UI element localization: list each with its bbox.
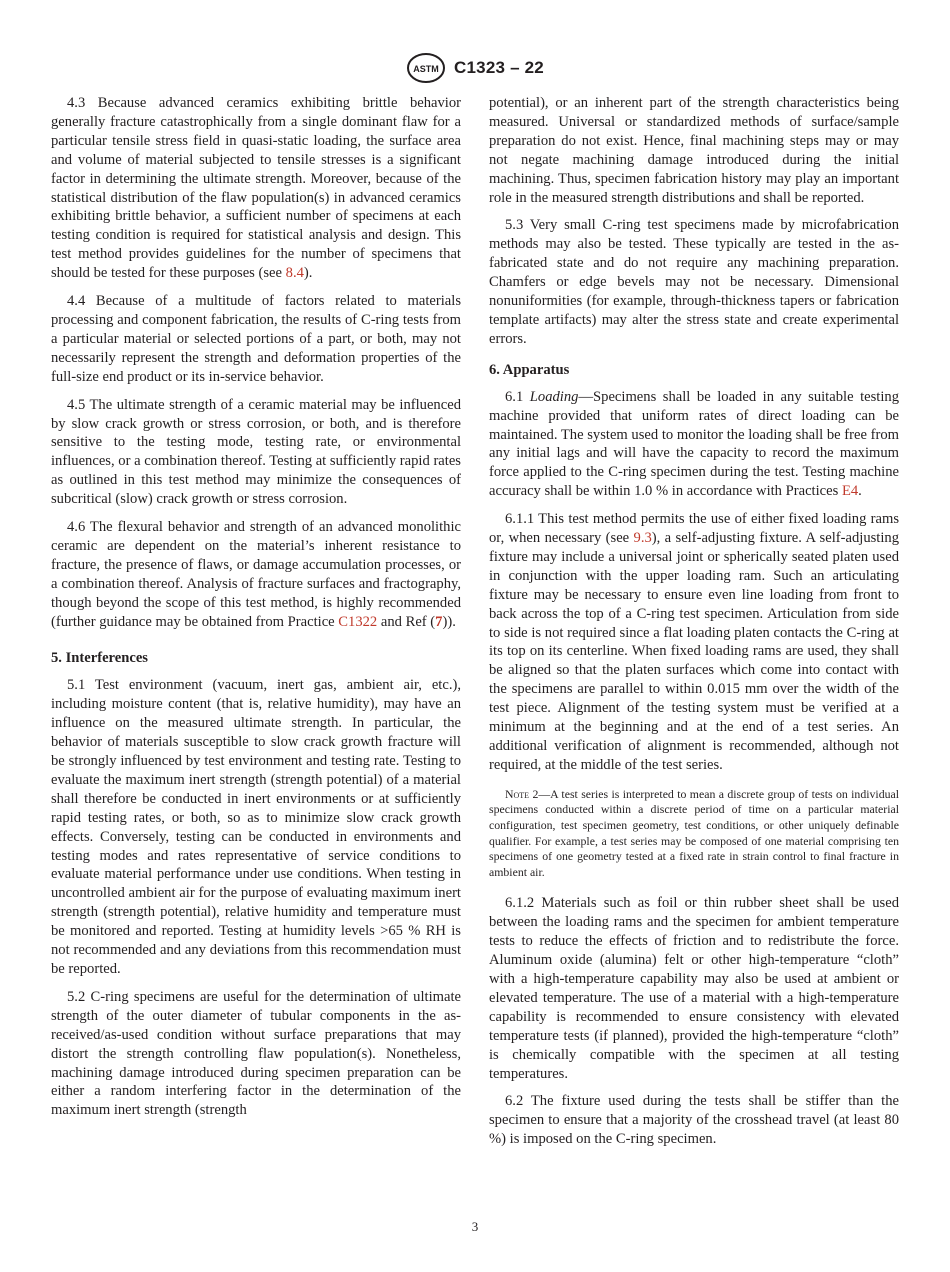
section-4-6: 4.6 The flexural behavior and strength of an advanced monolithic ceramic are dependent on the material’s inherent resistance to fracture, the presence of flaws, or damage accumulation processes, or a combination thereof. Analysis of fracture surfaces and fractography, though beyond the scope of this test method, is highly recommended (further guidance may be obtained from Practice C1322 and Ref (7)). <box>51 519 461 630</box>
page-number: 3 <box>471 1219 479 1234</box>
reference-7-link[interactable]: 7 <box>435 613 443 630</box>
section-4-5: 4.5 The ultimate strength of a ceramic material may be influenced by slow crack growth or stress corrosion, or both, and is therefore sensitive to the testing mode, testing rate, or environmental influences, or a combination thereof. Testing at sufficiently rapid rates as outlined in this test method may minimize the consequences of subcritical (slow) crack growth or stress corrosion. <box>51 396 461 508</box>
astm-logo-icon <box>406 52 446 84</box>
page-header <box>0 52 950 86</box>
document-id: C1323 – 22 <box>454 58 544 77</box>
section-6-1-2: 6.1.2 Materials such as foil or thin rubber sheet shall be used between the loading rams and the specimen for ambient temperature tests to reduce the effects of friction and to redistribute the force. Aluminum oxide (alumina) felt or other high-temperature “cloth” with a high-temperature capability may also be used at ambient or elevated temperature. The use of a material with a high-temperature capability is recommended to ensure consistency with elevated temperature tests (if planned), provided the high-temperature “cloth” is chemically compatible with the specimen at all testing temperatures. <box>489 895 899 1082</box>
heading-apparatus: 6. Apparatus <box>489 361 570 378</box>
right-column <box>489 94 899 1158</box>
link-e4[interactable]: E4 <box>841 483 859 500</box>
section-4-3: 4.3 Because advanced ceramics exhibiting brittle behavior generally fracture catastrophically from a single dominant flaw for a particular tensile stress field in quasi-static loading, the surface area and volume of material subjected to tensile stresses is a significant factor in determining the ultimate strength. Moreover, because of the statistical distribution of the flaw population(s) in advanced ceramics exhibiting brittle behavior, a sufficient number of specimens at each testing condition is required for statistical analysis and design. This test method provides guidelines for the number of specimens that should be tested for these purposes (see 8.4). <box>51 95 461 282</box>
section-6-1-1: 6.1.1 This test method permits the use of either fixed loading rams or, when necessary (see 9.3), a self-adjusting fixture. A self-adjusting fixture may include a universal joint or spherically seated platen used in conjunction with the upper loading ram. Such an articulating fixture may be necessary to ensure even line loading from front to back across the top of a C-ring test specimen. Articulation from side to side is not required since a flat loading platen contacts the C-ring at its top on its centerline. When fixed loading rams are used, they shall be aligned so that the platen surfaces which come into contact with the specimens are parallel to within 0.015 mm over the width of the test piece. Alignment of the testing system must be verified at a minimum at the beginning and at the end of a test series. An additional verification of alignment is recommended, although not required, at the middle of the test series. <box>489 511 899 773</box>
svg-text:ASTM: ASTM <box>413 64 439 74</box>
left-column <box>51 94 461 1129</box>
heading-interferences: 5. Interferences <box>51 650 148 667</box>
link-9-3[interactable]: 9.3 <box>633 530 652 547</box>
section-6-2: 6.2 The fixture used during the tests shall be stiffer than the specimen to ensure that a majority of the crosshead travel (at least 80 %) is imposed on the C-ring specimen. <box>489 1093 899 1148</box>
link-c1322[interactable]: C1322 <box>338 613 378 630</box>
section-5-2: 5.2 C-ring specimens are useful for the determination of ultimate strength of the outer diameter of tubular components in the as-received/as-used condition without surface preparations that may distort the strength controlling flaw population(s). Nonetheless, machining damage introduced during specimen preparation can be either a random interfering factor in the determination of the maximum inert strength (strength <box>51 988 461 1119</box>
section-5-3: 5.3 Very small C-ring test specimens made by microfabrication methods may also be tested. These typically are tested in the as-fabricated state and do not require any machining preparation. Chamfers or edge bevels may not be necessary. Dimensional nonuniformities (for example, through-thickness tapers or fabrication template artifacts) may alter the stress state and create experimental errors. <box>489 217 899 347</box>
note-2: Note 2—A test series is interpreted to mean a discrete group of tests on individual specimens conducted within a discrete period of time on a particular material configuration, test specimen geometry, test conditions, or other uniquely definable qualifier. For example, a test series may be composed of one material comprising ten specimens of one geometry tested at a fixed rate in strain control to final fracture in ambient air. <box>489 786 899 879</box>
link-8-4[interactable]: 8.4 <box>285 265 304 282</box>
section-5-1: 5.1 Test environment (vacuum, inert gas, ambient air, etc.), including moisture content (that is, relative humidity), may have an influence on the measured ultimate strength. In particular, the behavior of materials susceptible to slow crack growth fracture will be strongly influenced by test environment and testing rate. Testing to evaluate the maximum inert strength (strength potential) of a material shall therefore be conducted in inert environments or at sufficiently rapid testing rates, or both, so as to minimize slow crack growth effects. Conversely, testing can be conducted in environments and testing modes and rates representative of service conditions to evaluate material performance under use conditions. When testing in uncontrolled ambient air for the purpose of evaluating maximum inert strength (strength potential), relative humidity and temperature must be monitored and reported. Testing at humidity levels >65 % RH is not recommended and any deviations from this recommendation must be reported. <box>51 677 461 977</box>
section-5-2-continued: potential), or an inherent part of the strength characteristics being measured. Universal or standardized methods of surface/sample preparation do not exist. Hence, final machining steps may or may not negate machining damage introduced during the initial machining. Thus, specimen fabrication history may play an important role in the measured strength distributions and shall be reported. <box>489 95 899 206</box>
section-6-1: 6.1 Loading—Specimens shall be loaded in any suitable testing machine provided that uniform rates of direct loading can be maintained. The system used to monitor the loading shall be free from any initial lags and will have the capacity to record the maximum force applied to the C-ring specimen during the test. Testing machine accuracy shall be within 1.0 % in accordance with Practices E4. <box>489 388 899 500</box>
section-4-4: 4.4 Because of a multitude of factors related to materials processing and component fabrication, the results of C-ring tests from a particular material or selected portions of a part, or both, may not necessarily represent the strength and deformation properties of the full-size end product or its in-service behavior. <box>51 293 461 385</box>
